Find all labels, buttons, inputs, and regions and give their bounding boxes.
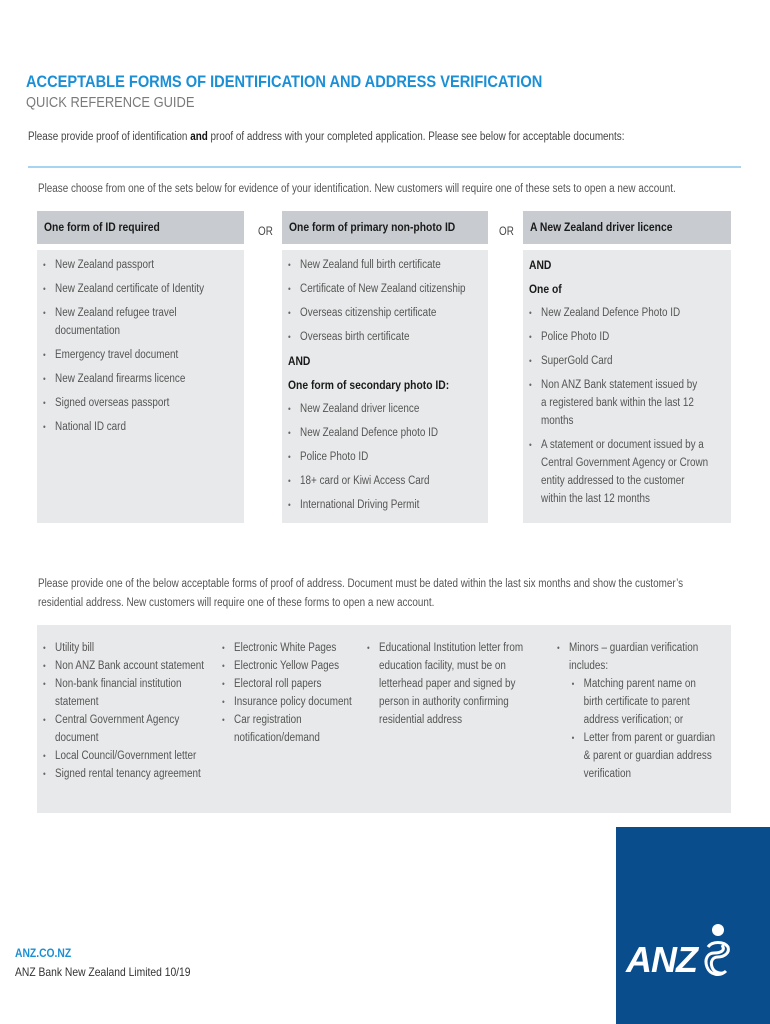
list-item: • A statement or document issued by a Central Government Agency or Crown entity addressed to the customer within the last 12 months [523,436,710,508]
list-item: • Electoral roll papers [216,675,379,693]
list-item: • Car registration notification/demand [216,711,342,747]
heading-text: A New Zealand driver licence [530,220,673,234]
or-separator: OR [499,226,514,238]
list-item: • SuperGold Card [523,352,729,370]
list-item: • Non ANZ Bank account statement [37,657,213,675]
address-list-2 [216,639,379,747]
and-label: AND [529,258,552,272]
address-list-3 [361,639,533,729]
list-item: • Minors – guardian verification includes: [551,639,707,675]
address-intro [38,575,770,613]
secondary-id-list [282,400,487,514]
company-line: ANZ Bank New Zealand Limited 10/19 [15,965,191,979]
heading-text: One form of ID required [44,220,160,234]
minor-sub-list [551,675,727,783]
list-item: • Emergency travel document [37,346,242,364]
list-item: • 18+ card or Kiwi Access Card [282,472,487,490]
id-column-2 [282,250,488,523]
intro-emphasis: and [190,131,208,143]
page-subtitle: QUICK REFERENCE GUIDE [26,94,195,111]
id-column-3 [523,250,731,523]
list-item: • Utility bill [37,639,213,657]
list-item: • Non-bank financial institution statement [37,675,193,711]
list-item: • Signed rental tenancy agreement [37,765,213,783]
address-list-4 [551,639,727,675]
list-item: • New Zealand Defence Photo ID [523,304,729,322]
list-item: • New Zealand certificate of Identity [37,280,242,298]
list-item: • International Driving Permit [282,496,487,514]
address-list-1 [37,639,213,783]
list-item: • Insurance policy document [216,693,379,711]
list-item: • Overseas birth certificate [282,328,487,346]
list-item: • Letter from parent or guardian & parent or guardian address verification [566,729,722,783]
secondary-heading: One form of secondary photo ID: [288,378,450,392]
intro-text [28,131,625,143]
intro-line: residential address. New customers will require one of these forms to open a new account. [38,597,435,609]
intro-line: Please provide one of the below acceptable forms of proof of address. Document must be dated within the last six months and show the customer’s [38,578,684,590]
identification-intro: Please choose from one of the sets below for evidence of your identification. New customers will require one of these sets to open a new account. [38,183,676,195]
list-item: • Signed overseas passport [37,394,242,412]
page-title: ACCEPTABLE FORMS OF IDENTIFICATION AND ADDRESS VERIFICATION [26,72,543,91]
list-item: • National ID card [37,418,242,436]
driver-licence-list [523,304,729,508]
list-item: • Electronic White Pages [216,639,379,657]
list-item: • New Zealand firearms licence [37,370,242,388]
id-column-3-heading [523,211,731,244]
logo-panel-shape [616,827,770,1024]
list-item: • Electronic Yellow Pages [216,657,379,675]
list-item: • Overseas citizenship certificate [282,304,487,322]
address-box [37,625,731,813]
or-separator: OR [258,226,273,238]
intro-part: Please provide proof of identification [28,131,191,143]
divider [28,166,741,168]
logo-text: ANZ [626,939,697,980]
list-item: • Local Council/Government letter [37,747,213,765]
anz-logo [616,827,770,1024]
list-item: • Certificate of New Zealand citizenship [282,280,487,298]
intro-part: proof of address with your completed application. Please see below for acceptable documents: [207,131,625,143]
id-list-1 [37,256,242,436]
website-link[interactable]: ANZ.CO.NZ [15,946,72,960]
list-item: • Central Government Agency document [37,711,193,747]
list-item: • New Zealand full birth certificate [282,256,487,274]
list-item: • Police Photo ID [282,448,487,466]
list-item: • Educational Institution letter from education facility, must be on letterhead paper and signed by person in authority confirming residential address [361,639,525,729]
primary-id-list [282,256,487,346]
id-column-2-heading [282,211,488,244]
list-item: • Matching parent name on birth certificate to parent address verification; or [566,675,704,729]
list-item: • New Zealand driver licence [282,400,487,418]
and-label: AND [288,354,311,368]
list-item: • New Zealand refugee travel documentation [37,304,184,340]
one-of-label: One of [529,282,562,296]
heading-text: One form of primary non-photo ID [289,220,456,234]
list-item: • New Zealand passport [37,256,242,274]
id-column-1-heading [37,211,244,244]
list-item: • Non ANZ Bank statement issued by a registered bank within the last 12 months [523,376,704,430]
anz-people-icon [700,923,734,981]
id-column-1 [37,250,244,523]
list-item: • Police Photo ID [523,328,729,346]
list-item: • New Zealand Defence photo ID [282,424,487,442]
